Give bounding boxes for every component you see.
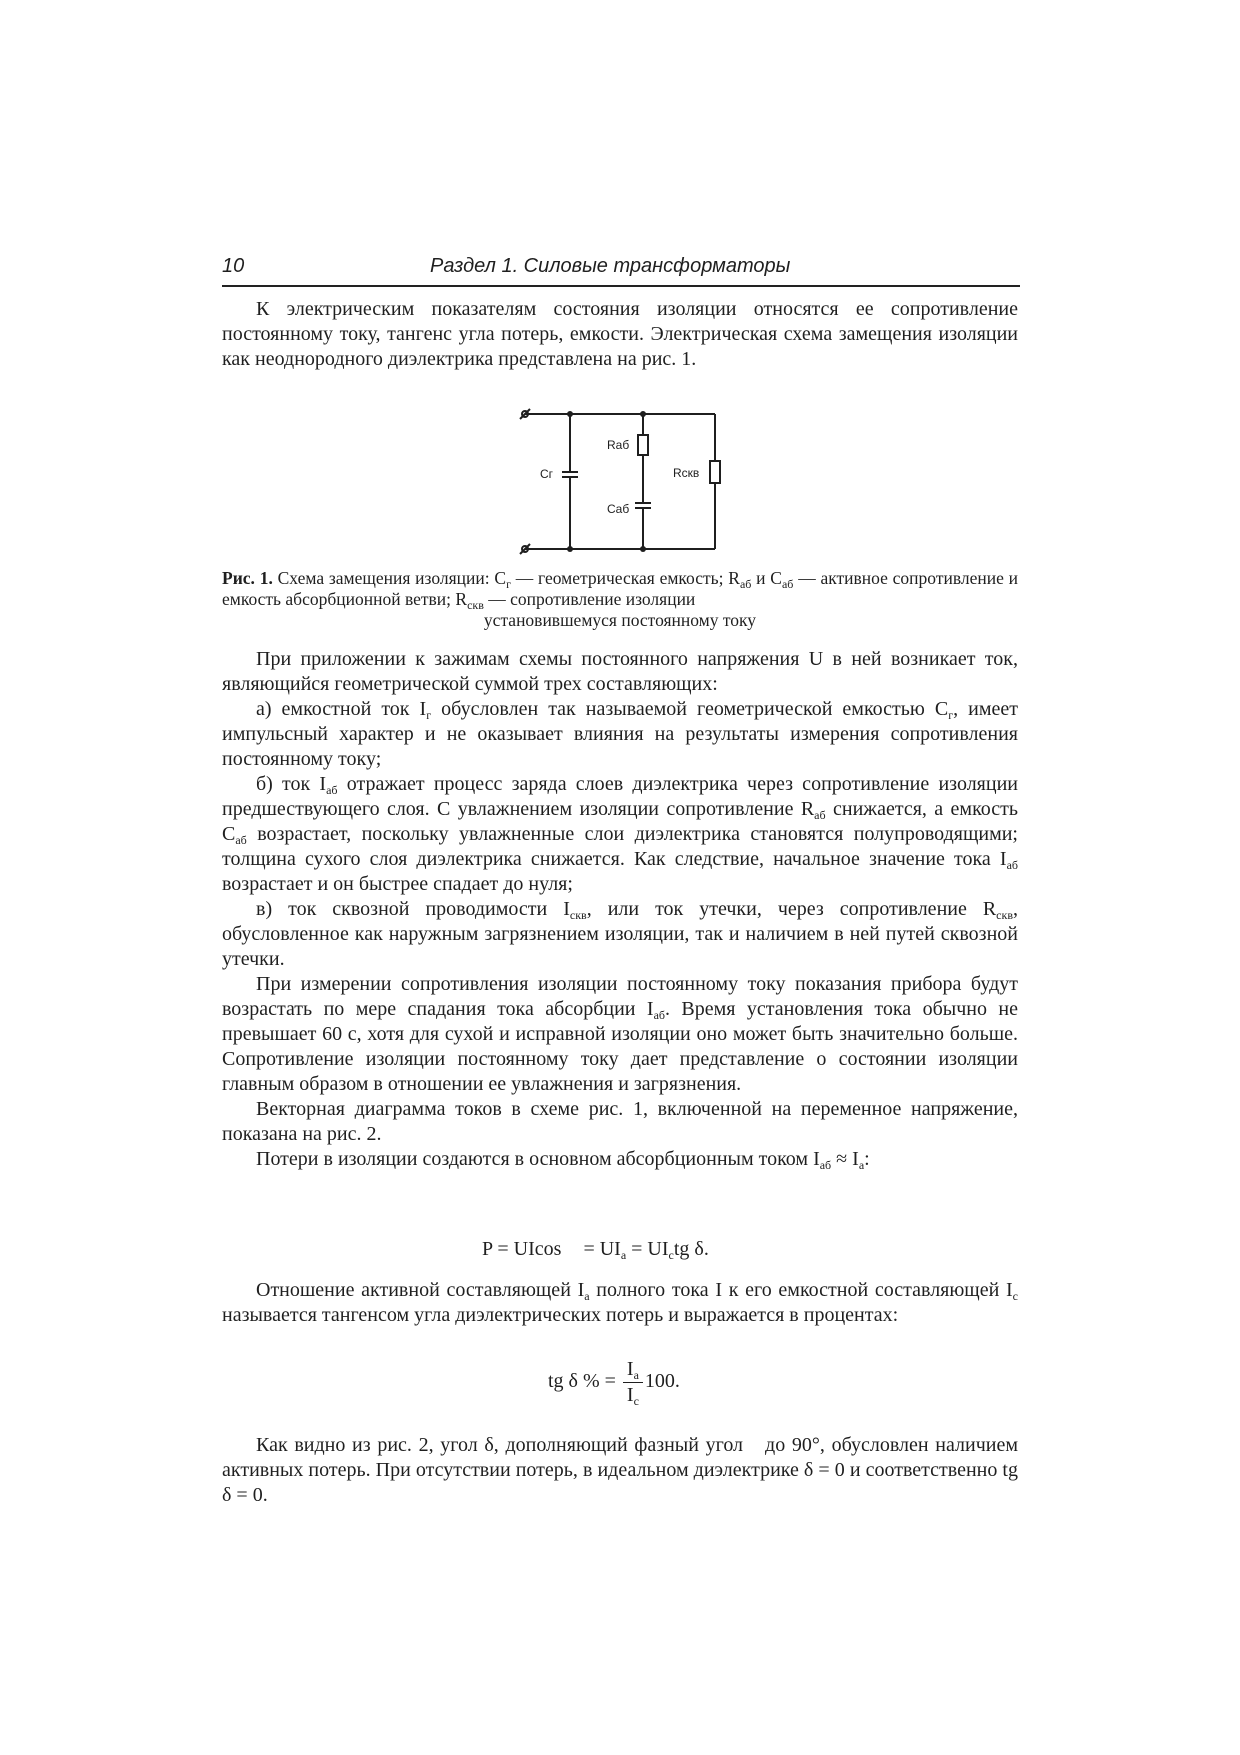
intro-paragraph: К электрическим показателям состояния изоляции относятся ее сопротивление постоянному току, тангенс угла потерь, емкости. Электрическая схема замещения изоляции как неоднородного диэлектрика представлена на рис. 1. xyxy=(222,298,1018,370)
rskv-resistor xyxy=(710,461,720,483)
caption-sub: аб xyxy=(781,577,794,591)
caption-label: Рис. 1. xyxy=(222,568,273,588)
junction-dot xyxy=(567,411,573,417)
paragraph-tangent: Отношение активной составляющей $I_а$ полного тока I к его емкостной составляющей $I_с$ называется тангенсом угла диэлектрических потерь и выражается в процентах: xyxy=(222,1279,1018,1326)
caption-text: — геометрическая емкость; R xyxy=(515,568,740,588)
caption-text-last-line: установившемуся постоянному току xyxy=(483,610,757,630)
junction-dot xyxy=(567,546,573,552)
caption-text: — сопротивление изоляции xyxy=(488,589,696,609)
paragraph-measurement: При измерении сопротивления изоляции постоянному току показания прибора будут возрастать по мере спадания тока абсорбции $I_{аб}$. Время установления тока обычно не превышает 60 с, хотя для сухой и исправной изоляции оно может быть значительно больше. Сопротивление изоляции постоянному току дает представление о состоянии изоляции главным образом в отношении ее увлажнения и загрязнения. xyxy=(222,973,1018,1095)
formula-lhs: tg δ % = xyxy=(548,1370,616,1393)
junction-dot xyxy=(640,546,646,552)
label-cab: Cаб xyxy=(607,502,630,516)
fraction: $\frac{I_a}{I_c}$ xyxy=(623,1358,643,1407)
caption-sub: скв xyxy=(467,598,484,612)
paragraph-losses: Потери в изоляции создаются в основном абсорбционным током $I_{аб} \approx I_а$: xyxy=(256,1148,870,1172)
rab-resistor xyxy=(638,435,648,455)
figure-caption xyxy=(222,568,1018,631)
paragraph-v: в) ток сквозной проводимости $I_{скв}$, или ток утечки, через сопротивление $R_{скв}$, обусловленное как наружным загрязнением изоляции, так и наличием в ней путей сквозной утечки. xyxy=(222,898,1018,970)
caption-sub: аб xyxy=(739,577,752,591)
caption-text: Схема замещения изоляции: C xyxy=(277,568,507,588)
conclusion-text-block xyxy=(222,1433,1018,1508)
intro-block xyxy=(222,297,1018,372)
label-rskv: Rскв xyxy=(673,466,700,480)
paragraph-b: б) ток $I_{аб}$ отражает процесс заряда слоев диэлектрика через сопротивление изоляции предшествующего слоя. С увлажнением изоляции сопротивление $R_{аб}$ снижается, а емкость $C_{аб}$ возрастает, поскольку увлажненные слои диэлектрика становятся полупроводящими; толщина сухого слоя диэлектрика снижается. Как следствие, начальное значение тока $I_{аб}$ возрастает и он быстрее спадает до нуля; xyxy=(222,773,1019,895)
tangent-text-block xyxy=(222,1278,1018,1328)
equivalent-circuit-diagram xyxy=(515,405,730,558)
caption-text: и C xyxy=(756,568,782,588)
formula-power: $P = UIcos = UI_а = UI_сtg$ δ. xyxy=(482,1238,709,1262)
section-title: Раздел 1. Силовые трансформаторы xyxy=(430,255,791,277)
paragraph-delta: Как видно из рис. 2, угол δ, дополняющий фазный угол до 90°, обусловлен наличием активных потерь. При отсутствии потерь, в идеальном диэлектрике δ = 0 и соответственно tg δ = 0. xyxy=(222,1434,1018,1506)
label-cg: Cг xyxy=(540,467,554,481)
caption-sub: г xyxy=(506,577,511,591)
running-header xyxy=(222,253,1020,287)
label-rab: Rаб xyxy=(607,438,630,452)
formula-rhs: 100. xyxy=(644,1370,680,1393)
paragraph-vector-diagram: Векторная диаграмма токов в схеме рис. 1, включенной на переменное напряжение, показана на рис. 2. xyxy=(222,1098,1018,1145)
junction-dot xyxy=(640,411,646,417)
paragraph-a: а) емкостной ток $I_г$ обусловлен так называемой геометрической емкостью $C_г$, имеет импульсный характер и не оказывает влияния на результаты измерения сопротивления постоянному току; xyxy=(222,698,1018,770)
main-text-block xyxy=(222,647,1018,1172)
paragraph-1: При приложении к зажимам схемы постоянного напряжения U в ней возникает ток, являющийся геометрической суммой трех составляющих: xyxy=(222,648,1018,695)
page-number: 10 xyxy=(222,255,245,277)
formula-tg-delta xyxy=(548,1358,680,1407)
caption-text: — активное сопротивление и емкость абсорбционной ветви; R xyxy=(222,568,1018,609)
